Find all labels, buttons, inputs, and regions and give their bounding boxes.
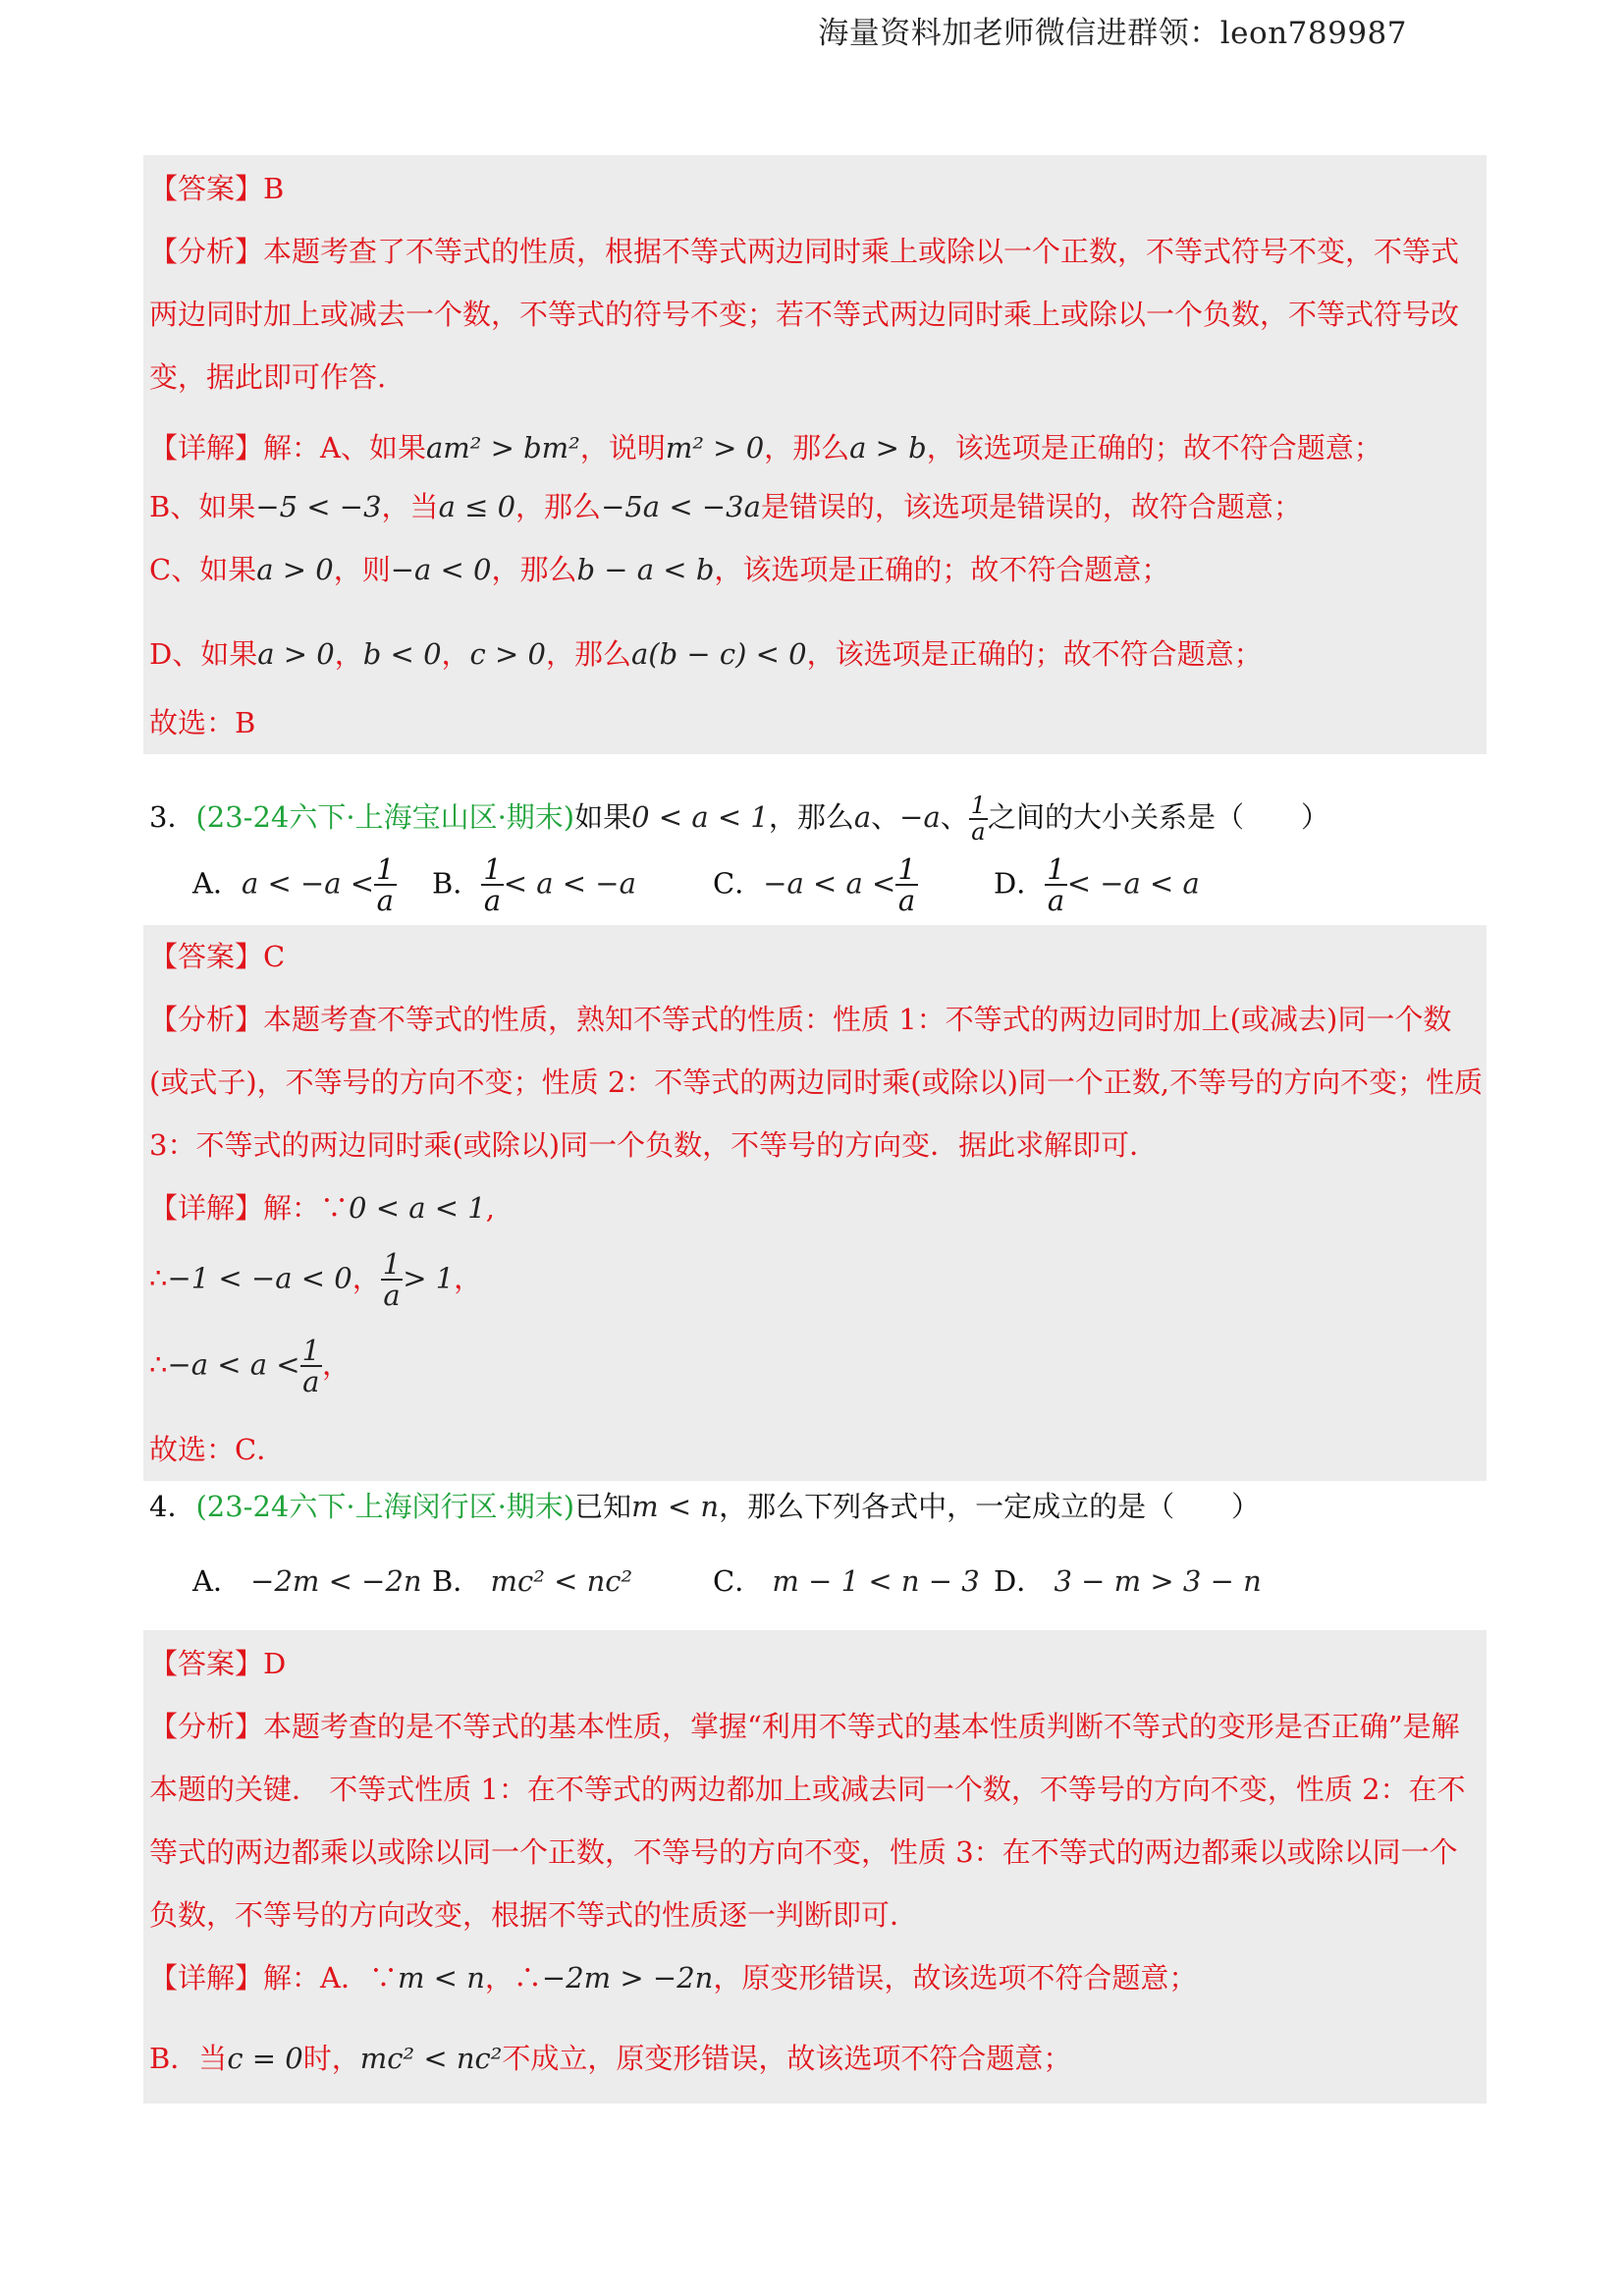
- detail-tag: 【详解】: [149, 431, 264, 465]
- question-number: 3．: [149, 800, 196, 835]
- math-expr: m < n: [397, 1961, 485, 1995]
- math-expr: 0 < a < 1: [349, 1191, 486, 1225]
- q3-detail: 【详解】解：∵0 < a < 1,: [149, 1191, 495, 1225]
- math-expr: a ≤ 0: [438, 490, 516, 523]
- q3-option-c[interactable]: C．−a < a < $\frac{1}{a}$: [713, 852, 916, 918]
- math-expr: a > 0: [256, 553, 334, 586]
- fraction: $\frac{1}{a}$: [301, 1334, 321, 1399]
- analysis-tag: 【分析】: [149, 235, 264, 268]
- math-expr: a > b: [849, 431, 927, 465]
- question-source: (23-24六下·上海宝山区·期末): [195, 800, 575, 835]
- math-expr: 0 < a < 1: [631, 800, 769, 835]
- q2-detail-a: 【详解】解：A、如果am² > bm²，说明m² > 0，那么a > b，该选项是正确的；故不符合题意；: [149, 431, 1382, 465]
- math-expr: m² > 0: [665, 431, 765, 465]
- fraction: $\frac{1}{a}$: [1047, 852, 1065, 918]
- q3-stem: 3．(23-24六下·上海宝山区·期末)如果0 < a < 1，那么a、−a、 $\frac{1}{a}$ 之间的大小关系是（ ）: [149, 792, 1330, 847]
- analysis-tag: 【分析】: [149, 1710, 264, 1743]
- q2-analysis-line1: 【分析】本题考查了不等式的性质，根据不等式两边同时乘上或除以一个正数，不等式符号不变，不等式: [149, 235, 1460, 268]
- math-expr: c > 0: [469, 637, 546, 671]
- math-expr: a > 0: [257, 637, 335, 671]
- q2-detail-c: C、如果a > 0，则−a < 0，那么b − a < b，该选项是正确的；故不符合题意；: [149, 553, 1170, 586]
- math-expr: am² > bm²: [425, 431, 580, 465]
- question-number: 4．: [149, 1490, 196, 1523]
- fraction: $\frac{1}{a}$: [970, 792, 987, 847]
- q4-option-d[interactable]: D． 3 − m > 3 − n: [994, 1564, 1262, 1598]
- q2-detail-d: D、如果a > 0，b < 0，c > 0，那么a(b − c) < 0，该选项是正确的；故不符合题意；: [149, 637, 1263, 671]
- math-expr: c = 0: [227, 2042, 303, 2075]
- q4-analysis-line3: 等式的两边都乘以或除以同一个正数，不等号的方向不变，性质 3：在不等式的两边都乘以或除以同一个: [149, 1835, 1458, 1869]
- q3-analysis-line1: 【分析】本题考查不等式的性质，熟知不等式的性质：性质 1：不等式的两边同时加上(或减去)同一个数: [149, 1003, 1452, 1036]
- q3-step2: ∴−1 < −a < 0， $\frac{1}{a}$ > 1，: [149, 1247, 483, 1313]
- detail-tag: 【详解】: [149, 1961, 264, 1995]
- q4-detail-b: B．当c = 0时，mc² < nc²不成立，原变形错误，故该选项不符合题意；: [149, 2042, 1072, 2075]
- header-watermark: 海量资料加老师微信进群领：leon789987: [818, 16, 1407, 51]
- q3-analysis-line2: (或式子)，不等号的方向不变；性质 2：不等式的两边同时乘(或除以)同一个正数,不等号的方向不变；性质: [149, 1066, 1484, 1099]
- q4-option-b[interactable]: B． mc² < nc²: [432, 1564, 633, 1598]
- fraction: $\frac{1}{a}$: [897, 852, 916, 918]
- fraction: $\frac{1}{a}$: [376, 852, 395, 918]
- q3-analysis-line3: 3：不等式的两边同时乘(或除以)同一个负数，不等号的方向变．据此求解即可．: [149, 1128, 1159, 1162]
- math-expr: −5a < −3a: [601, 490, 761, 523]
- q3-answer: 【答案】C: [149, 940, 286, 973]
- math-expr: −a < 0: [390, 553, 492, 586]
- math-expr: −1 < −a < 0: [167, 1261, 352, 1295]
- fraction: $\frac{1}{a}$: [382, 1247, 402, 1313]
- q4-option-a[interactable]: A． −2m < −2n: [192, 1564, 422, 1598]
- q4-analysis-line4: 负数，不等号的方向改变，根据不等式的性质逐一判断即可．: [149, 1898, 919, 1932]
- q3-option-b[interactable]: B． $\frac{1}{a}$ < a < −a: [432, 852, 636, 918]
- q4-answer: 【答案】D: [149, 1647, 287, 1680]
- math-expr: −a: [899, 800, 941, 835]
- math-expr: m < n: [631, 1490, 720, 1523]
- q4-analysis-line2: 本题的关键． 不等式性质 1：在不等式的两边都加上或减去同一个数，不等号的方向不变，性质 2：在不: [149, 1773, 1466, 1806]
- question-source: (23-24六下·上海闵行区·期末): [195, 1490, 575, 1523]
- q2-choice: 故选：B: [149, 706, 256, 739]
- q3-option-a[interactable]: A．a < −a < $\frac{1}{a}$: [192, 852, 395, 918]
- math-expr: −2m > −2n: [541, 1961, 714, 1995]
- q2-analysis-line3: 变，据此即可作答.: [149, 360, 387, 394]
- fraction: $\frac{1}{a}$: [483, 852, 502, 918]
- q3-choice: 故选：C．: [149, 1433, 286, 1466]
- q3-step3: ∴−a < a < $\frac{1}{a}$ ，: [149, 1334, 352, 1399]
- math-expr: b − a < b: [576, 553, 715, 586]
- analysis-tag: 【分析】: [149, 1003, 264, 1036]
- q2-analysis-line2: 两边同时加上或减去一个数，不等式的符号不变；若不等式两边同时乘上或除以一个负数，不等式符号改: [149, 298, 1460, 331]
- math-expr: a(b − c) < 0: [630, 637, 807, 671]
- math-expr: b < 0: [362, 637, 442, 671]
- math-expr: −a < a <: [167, 1347, 300, 1382]
- q4-stem: 4．(23-24六下·上海闵行区·期末)已知m < n，那么下列各式中，一定成立的是（ ）: [149, 1490, 1261, 1523]
- q4-detail-a: 【详解】解：A．∵m < n，∴−2m > −2n，原变形错误，故该选项不符合题意；: [149, 1961, 1198, 1995]
- math-expr: > 1: [403, 1261, 455, 1295]
- detail-tag: 【详解】: [149, 1191, 264, 1225]
- q3-option-d[interactable]: D． $\frac{1}{a}$ < −a < a: [994, 852, 1200, 918]
- q4-analysis-line1: 【分析】本题考查的是不等式的基本性质，掌握“利用不等式的基本性质判断不等式的变形是否正确”是解: [149, 1710, 1460, 1743]
- math-expr: a: [853, 800, 872, 835]
- q4-option-c[interactable]: C． m − 1 < n − 3: [713, 1564, 980, 1598]
- q2-answer: 【答案】B: [149, 172, 285, 205]
- math-expr: mc² < nc²: [359, 2042, 503, 2075]
- q2-detail-b: B、如果−5 < −3，当a ≤ 0，那么−5a < −3a是错误的，该选项是错误的，故符合题意；: [149, 490, 1302, 523]
- math-expr: −5 < −3: [255, 490, 382, 523]
